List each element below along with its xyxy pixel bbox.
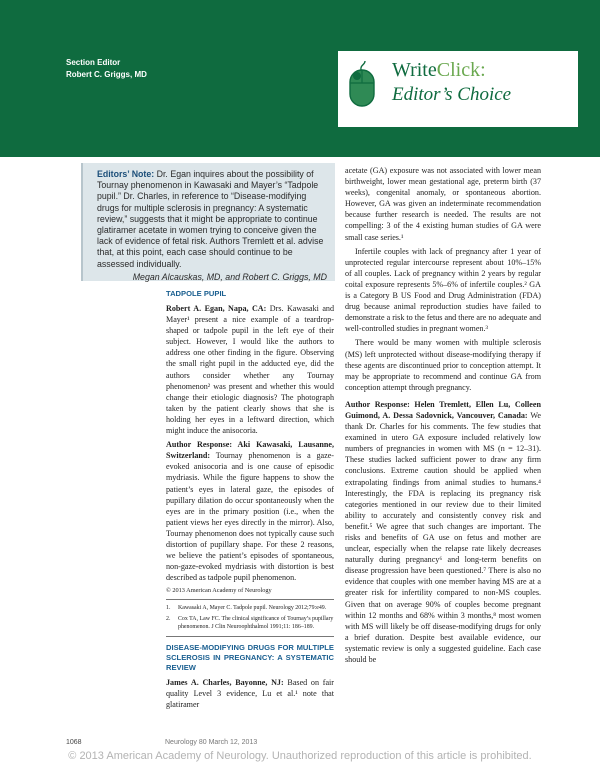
response-author: Author Response: Helen Tremlett, Ellen Lu, Colleen Guimond, A. Dessa Sadovnick, Vancouver, Canada: [345,399,541,420]
section-editor-block [66,57,147,81]
page-number: 1068 [66,739,82,746]
editor-name: Robert C. Griggs, MD [66,70,147,79]
editors-note-label: Editors’ Note: [97,169,155,179]
references-divider [166,599,334,600]
left-column [166,283,334,713]
letter-author: Robert A. Egan, Napa, CA: [166,304,267,313]
editors-note-text: Dr. Egan inquires about the possibility of Tournay phenomenon in Kawasaki and Mayer’s “Tadpole pupil.” Dr. Charles, in reference to “Disease-modifying drugs for multiple sclerosis in pregnancy: A systematic review,” suggests that it might be appropriate to continue glatiramer acetate in women trying to conceive given the lack of evidence of fetal risk. Authors Tremlett et al. advise that, at this point, each case should continue to be assessed individually. [97,169,324,269]
ms-paragraph: There would be many women with multiple sclerosis (MS) left unprotected without disease-modifying therapy if these agents are discontinued prior to conception attempt. It may be appropriate to recommend and continue GA from conception attempt through pregnancy. [345,338,541,392]
reference-item: 1. Kawasaki A, Mayer C. Tadpole pupil. Neurology 2012;79:e49. [166,605,327,612]
tremlett-response: Author Response: Helen Tremlett, Ellen Lu, Colleen Guimond, A. Dessa Sadovnick, Vancouver, Canada: We thank Dr. Charles for his comments. The few studies that examined in utero GA exposure included relatively low numbers of pregnancies in women with MS (n = 12–31). These studies lacked sufficient power to draw any firm conclusions. Extreme caution should be applied when extrapolating findings from animal studies to humans.⁴ Interestingly, the FDA is replacing its pregnancy risk categories mentioned in our review due to their limited ability to accurately and consistently convey risk and benefit.⁵ We agree that such changes are important. The risks and benefits of GA use on fetus and mother are unclear, especially when the relapse rate likely decreases naturally during pregnancy⁶ and long-term benefits on disease progression have been questioned.⁷ There is also no evidence that couples with one member having MS are at a greater risk for infertility compared to non-MS couples. Given that on average 90% of couples become pregnant within 12 months and 68% within 3 months,⁸ most women with MS will likely be off disease-modifying drugs for only a brief duration. Despite best available evidence, our systematic review is only a suggested guideline. Each case should be [345,399,541,665]
egan-letter: Robert A. Egan, Napa, CA: Drs. Kawasaki and Mayer¹ present a nice example of a teardrop-shaped or tadpole pupil in the left eye of their subject. However, I would like the authors to address one other finding in the figure. Observing the small right pupil in the adducted eye, did the authors consider whether any Tournay phenomenon² was present and whether this would change their etiologic diagnosis? The photograph taken by the patient clearly shows that she is holding her eyes in a leftward direction, which might induce the anisocoria. [166,304,334,436]
infertility-paragraph: Infertile couples with lack of pregnancy after 1 year of unprotected regular intercourse represent about 10%–15% of all couples. Lack of pregnancy within 2 years by regular coital exposure represents 5%–6% of infertile couples.² GA is a Category B US Food and Drug Administration (FDA) drug because animal reproduction studies have failed to demonstrate a risk to the fetus and there are no adequate and well-controlled studies in pregnant women.³ [345,246,541,334]
mouse-icon [346,59,384,111]
editors-note-box [81,163,335,281]
editors-note-signature: Megan Alcauskas, MD, and Robert C. Griggs, MD [132,271,327,282]
letter-author: James A. Charles, Bayonne, NJ: [166,677,284,687]
writeclick-title: WriteClick: [392,59,486,81]
section-editor-label: Section Editor [66,58,121,67]
header-banner [0,0,600,157]
tadpole-pupil-heading: TADPOLE PUPIL [166,289,227,298]
editors-choice-subtitle: Editor’s Choice [392,84,512,105]
journal-citation: Neurology 80 March 12, 2013 [165,739,258,746]
charles-letter: James A. Charles, Bayonne, NJ: Based on fair quality Level 3 evidence, Lu et al.¹ note that glatiramer [166,677,334,709]
reference-item: 2. Cox TA, Law FC. The clinical significance of Tournay’s pupillary phenomenon. J Clin Neuroophthalmol 1991;11: 186–189. [166,615,334,631]
charles-letter-continued: acetate (GA) exposure was not associated with lower mean birthweight, lower mean gestational age, preterm birth (37 weeks), congenital anomaly, or spontaneous abortion. However, GA was given an indeterminate recommendation because further research is needed. The results are not compelling: 3 of the 4 existing human studies of GA were small case series.¹ [345,166,541,242]
writeclick-logo [338,51,578,127]
section-divider [166,636,334,637]
response-author: Author Response: Aki Kawasaki, Lausanne, Switzerland: [166,440,334,461]
copyright-line: © 2013 American Academy of Neurology [166,587,272,595]
right-column [345,165,541,668]
reference-list [166,604,334,631]
dmd-heading: DISEASE-MODIFYING DRUGS FOR MULTIPLE SCLEROSIS IN PREGNANCY: A SYSTEMATIC REVIEW [166,642,334,672]
copyright-watermark: © 2013 American Academy of Neurology. Unauthorized reproduction of this article is prohibited. [68,750,532,762]
kawasaki-response: Author Response: Aki Kawasaki, Lausanne, Switzerland: Tournay phenomenon is a gaze-evoked anisocoria and is one cause of episodic mydriasis. While the figure happens to show the patient’s eyes in lateral gaze, the episodes of pupillary dilation do occur spontaneously when the eyes are in the primary position (i.e., when the patient views her eyes directly in the mirror). Also, Tournay phenomenon does not typically cause such distortion of pupillary shape. For these 2 reasons, we believe the patient’s episodes of spontaneous, non-gaze-evoked mydriasis with distortion is best described as tadpole pupil phenomenon. [166,440,334,583]
